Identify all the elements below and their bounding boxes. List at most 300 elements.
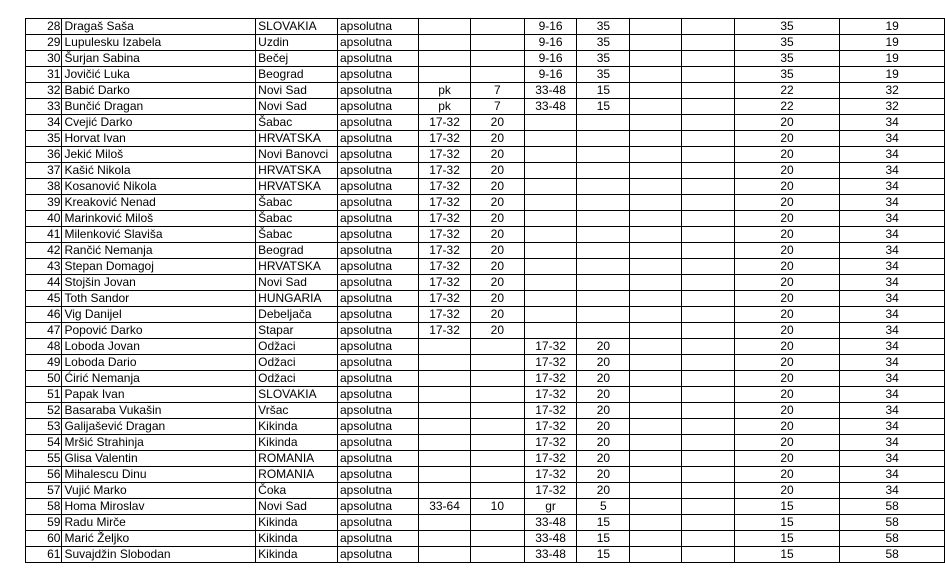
table-row <box>26 307 945 323</box>
table-row <box>26 403 945 419</box>
rank-cell: 52 <box>26 403 62 419</box>
points1-cell: 20 <box>470 147 524 163</box>
total-cell: 22 <box>734 83 840 99</box>
name-cell: Marić Željko <box>62 531 256 547</box>
points2-cell: 20 <box>577 483 630 499</box>
points2-cell: 35 <box>577 35 630 51</box>
points3-cell <box>682 387 735 403</box>
points2-cell: 15 <box>577 515 630 531</box>
points1-cell: 20 <box>470 179 524 195</box>
total-cell: 35 <box>734 35 840 51</box>
table-row <box>26 19 945 35</box>
round1-cell: 17-32 <box>419 227 471 243</box>
points2-cell: 20 <box>577 467 630 483</box>
round3-cell <box>630 451 682 467</box>
points1-cell: 20 <box>470 163 524 179</box>
round1-cell <box>419 371 471 387</box>
points2-cell: 20 <box>577 435 630 451</box>
name-cell: Suvajdžin Slobodan <box>62 547 256 563</box>
points3-cell <box>682 531 735 547</box>
total-cell: 15 <box>734 515 840 531</box>
position-cell: 34 <box>840 483 945 499</box>
round1-cell: 17-32 <box>419 115 471 131</box>
place-cell: Šabac <box>256 195 338 211</box>
points2-cell <box>577 323 630 339</box>
points2-cell: 20 <box>577 355 630 371</box>
category-cell: apsolutna <box>337 387 418 403</box>
round3-cell <box>630 339 682 355</box>
rank-cell: 44 <box>26 275 62 291</box>
table-row <box>26 179 945 195</box>
table-row <box>26 67 945 83</box>
round3-cell <box>630 243 682 259</box>
round1-cell: 17-32 <box>419 211 471 227</box>
rank-cell: 33 <box>26 99 62 115</box>
round3-cell <box>630 83 682 99</box>
points3-cell <box>682 451 735 467</box>
category-cell: apsolutna <box>337 435 418 451</box>
points3-cell <box>682 307 735 323</box>
round3-cell <box>630 19 682 35</box>
round2-cell <box>524 243 577 259</box>
total-cell: 20 <box>734 275 840 291</box>
total-cell: 22 <box>734 99 840 115</box>
name-cell: Toth Sandor <box>62 291 256 307</box>
category-cell: apsolutna <box>337 323 418 339</box>
points3-cell <box>682 131 735 147</box>
points1-cell <box>470 35 524 51</box>
round1-cell: 17-32 <box>419 307 471 323</box>
name-cell: Homa Miroslav <box>62 499 256 515</box>
category-cell: apsolutna <box>337 403 418 419</box>
name-cell: Bunčić Dragan <box>62 99 256 115</box>
position-cell: 34 <box>840 467 945 483</box>
place-cell: Beograd <box>256 243 338 259</box>
name-cell: Cvejić Darko <box>62 115 256 131</box>
round2-cell: 17-32 <box>524 403 577 419</box>
category-cell: apsolutna <box>337 467 418 483</box>
category-cell: apsolutna <box>337 211 418 227</box>
round3-cell <box>630 179 682 195</box>
round3-cell <box>630 115 682 131</box>
table-row <box>26 211 945 227</box>
round1-cell: 17-32 <box>419 243 471 259</box>
category-cell: apsolutna <box>337 67 418 83</box>
position-cell: 34 <box>840 179 945 195</box>
category-cell: apsolutna <box>337 451 418 467</box>
table-row <box>26 163 945 179</box>
name-cell: Jovičić Luka <box>62 67 256 83</box>
points1-cell: 20 <box>470 275 524 291</box>
table-row <box>26 451 945 467</box>
points3-cell <box>682 403 735 419</box>
table-row <box>26 371 945 387</box>
points3-cell <box>682 179 735 195</box>
round1-cell <box>419 51 471 67</box>
position-cell: 34 <box>840 131 945 147</box>
round1-cell <box>419 35 471 51</box>
round3-cell <box>630 483 682 499</box>
total-cell: 15 <box>734 547 840 563</box>
rank-cell: 51 <box>26 387 62 403</box>
round1-cell: pk <box>419 83 471 99</box>
position-cell: 19 <box>840 19 945 35</box>
place-cell: Debeljača <box>256 307 338 323</box>
round1-cell <box>419 515 471 531</box>
round1-cell <box>419 387 471 403</box>
category-cell: apsolutna <box>337 291 418 307</box>
rank-cell: 46 <box>26 307 62 323</box>
round3-cell <box>630 403 682 419</box>
position-cell: 34 <box>840 115 945 131</box>
position-cell: 32 <box>840 99 945 115</box>
points3-cell <box>682 371 735 387</box>
round3-cell <box>630 227 682 243</box>
rank-cell: 48 <box>26 339 62 355</box>
total-cell: 20 <box>734 131 840 147</box>
name-cell: Šurjan Sabina <box>62 51 256 67</box>
category-cell: apsolutna <box>337 371 418 387</box>
name-cell: Rančić Nemanja <box>62 243 256 259</box>
place-cell: Kikinda <box>256 547 338 563</box>
round3-cell <box>630 35 682 51</box>
table-row <box>26 355 945 371</box>
points2-cell <box>577 211 630 227</box>
name-cell: Ćirić Nemanja <box>62 371 256 387</box>
category-cell: apsolutna <box>337 35 418 51</box>
category-cell: apsolutna <box>337 147 418 163</box>
category-cell: apsolutna <box>337 19 418 35</box>
total-cell: 20 <box>734 355 840 371</box>
points3-cell <box>682 515 735 531</box>
points1-cell: 20 <box>470 243 524 259</box>
points1-cell: 20 <box>470 115 524 131</box>
round3-cell <box>630 51 682 67</box>
points3-cell <box>682 355 735 371</box>
points2-cell: 20 <box>577 387 630 403</box>
total-cell: 20 <box>734 435 840 451</box>
table-row <box>26 35 945 51</box>
place-cell: Novi Sad <box>256 99 338 115</box>
table-row <box>26 99 945 115</box>
table-row <box>26 291 945 307</box>
category-cell: apsolutna <box>337 307 418 323</box>
position-cell: 34 <box>840 147 945 163</box>
points2-cell <box>577 259 630 275</box>
name-cell: Vig Danijel <box>62 307 256 323</box>
table-row <box>26 499 945 515</box>
points1-cell: 10 <box>470 499 524 515</box>
round2-cell: 9-16 <box>524 67 577 83</box>
points2-cell <box>577 179 630 195</box>
total-cell: 20 <box>734 291 840 307</box>
round1-cell <box>419 531 471 547</box>
category-cell: apsolutna <box>337 195 418 211</box>
round2-cell: 33-48 <box>524 99 577 115</box>
points3-cell <box>682 163 735 179</box>
category-cell: apsolutna <box>337 243 418 259</box>
round2-cell: 9-16 <box>524 35 577 51</box>
points1-cell: 20 <box>470 195 524 211</box>
round1-cell <box>419 547 471 563</box>
round1-cell <box>419 483 471 499</box>
table-row <box>26 115 945 131</box>
points1-cell <box>470 419 524 435</box>
round3-cell <box>630 435 682 451</box>
position-cell: 58 <box>840 499 945 515</box>
place-cell: Vršac <box>256 403 338 419</box>
place-cell: Šabac <box>256 227 338 243</box>
points1-cell: 20 <box>470 227 524 243</box>
position-cell: 34 <box>840 211 945 227</box>
round2-cell <box>524 147 577 163</box>
table-row <box>26 147 945 163</box>
table-row <box>26 547 945 563</box>
points2-cell: 20 <box>577 403 630 419</box>
round3-cell <box>630 259 682 275</box>
points2-cell: 15 <box>577 99 630 115</box>
rank-cell: 49 <box>26 355 62 371</box>
name-cell: Stojšin Jovan <box>62 275 256 291</box>
points2-cell: 15 <box>577 531 630 547</box>
total-cell: 15 <box>734 531 840 547</box>
points2-cell <box>577 163 630 179</box>
table-row <box>26 275 945 291</box>
position-cell: 58 <box>840 515 945 531</box>
points1-cell <box>470 531 524 547</box>
place-cell: Kikinda <box>256 419 338 435</box>
position-cell: 34 <box>840 307 945 323</box>
points2-cell <box>577 147 630 163</box>
points2-cell: 35 <box>577 19 630 35</box>
points1-cell <box>470 515 524 531</box>
round2-cell: 33-48 <box>524 83 577 99</box>
points3-cell <box>682 323 735 339</box>
points2-cell: 15 <box>577 547 630 563</box>
total-cell: 20 <box>734 243 840 259</box>
round2-cell <box>524 163 577 179</box>
round2-cell <box>524 195 577 211</box>
total-cell: 20 <box>734 483 840 499</box>
table-row <box>26 419 945 435</box>
rank-cell: 30 <box>26 51 62 67</box>
place-cell: Beograd <box>256 67 338 83</box>
round1-cell <box>419 403 471 419</box>
place-cell: Stapar <box>256 323 338 339</box>
points1-cell <box>470 467 524 483</box>
total-cell: 20 <box>734 467 840 483</box>
points1-cell: 7 <box>470 99 524 115</box>
points3-cell <box>682 291 735 307</box>
rank-cell: 34 <box>26 115 62 131</box>
round3-cell <box>630 275 682 291</box>
points1-cell: 20 <box>470 291 524 307</box>
position-cell: 19 <box>840 67 945 83</box>
position-cell: 34 <box>840 163 945 179</box>
round2-cell <box>524 131 577 147</box>
name-cell: Popović Darko <box>62 323 256 339</box>
total-cell: 20 <box>734 163 840 179</box>
category-cell: apsolutna <box>337 531 418 547</box>
table-row <box>26 323 945 339</box>
place-cell: Šabac <box>256 115 338 131</box>
round2-cell: 17-32 <box>524 419 577 435</box>
round1-cell <box>419 355 471 371</box>
place-cell: HRVATSKA <box>256 131 338 147</box>
round1-cell: 17-32 <box>419 275 471 291</box>
round2-cell <box>524 275 577 291</box>
position-cell: 58 <box>840 531 945 547</box>
table-row <box>26 259 945 275</box>
points1-cell: 20 <box>470 323 524 339</box>
round1-cell: 17-32 <box>419 291 471 307</box>
round2-cell: 9-16 <box>524 19 577 35</box>
rank-cell: 36 <box>26 147 62 163</box>
round3-cell <box>630 99 682 115</box>
category-cell: apsolutna <box>337 483 418 499</box>
round2-cell: 17-32 <box>524 371 577 387</box>
total-cell: 20 <box>734 323 840 339</box>
rank-cell: 39 <box>26 195 62 211</box>
place-cell: Odžaci <box>256 355 338 371</box>
place-cell: Bečej <box>256 51 338 67</box>
table-row <box>26 243 945 259</box>
place-cell: HUNGARIA <box>256 291 338 307</box>
points2-cell <box>577 131 630 147</box>
place-cell: ROMANIA <box>256 451 338 467</box>
category-cell: apsolutna <box>337 259 418 275</box>
points1-cell <box>470 387 524 403</box>
name-cell: Babić Darko <box>62 83 256 99</box>
points3-cell <box>682 115 735 131</box>
round1-cell: 17-32 <box>419 147 471 163</box>
category-cell: apsolutna <box>337 51 418 67</box>
round3-cell <box>630 531 682 547</box>
points1-cell: 20 <box>470 131 524 147</box>
rank-cell: 37 <box>26 163 62 179</box>
name-cell: Basaraba Vukašin <box>62 403 256 419</box>
points2-cell <box>577 195 630 211</box>
points3-cell <box>682 83 735 99</box>
rank-cell: 32 <box>26 83 62 99</box>
points3-cell <box>682 99 735 115</box>
round2-cell: 9-16 <box>524 51 577 67</box>
round1-cell: 17-32 <box>419 323 471 339</box>
position-cell: 34 <box>840 259 945 275</box>
round2-cell <box>524 307 577 323</box>
name-cell: Loboda Jovan <box>62 339 256 355</box>
total-cell: 35 <box>734 51 840 67</box>
rank-cell: 43 <box>26 259 62 275</box>
position-cell: 34 <box>840 355 945 371</box>
position-cell: 34 <box>840 323 945 339</box>
rank-cell: 31 <box>26 67 62 83</box>
category-cell: apsolutna <box>337 115 418 131</box>
points3-cell <box>682 339 735 355</box>
rank-cell: 28 <box>26 19 62 35</box>
round2-cell <box>524 115 577 131</box>
rank-cell: 54 <box>26 435 62 451</box>
round2-cell: 33-48 <box>524 547 577 563</box>
table-row <box>26 339 945 355</box>
table-row <box>26 227 945 243</box>
points2-cell <box>577 115 630 131</box>
place-cell: Čoka <box>256 483 338 499</box>
round1-cell <box>419 467 471 483</box>
round2-cell: gr <box>524 499 577 515</box>
round1-cell <box>419 435 471 451</box>
rank-cell: 58 <box>26 499 62 515</box>
round3-cell <box>630 307 682 323</box>
position-cell: 34 <box>840 195 945 211</box>
rank-cell: 35 <box>26 131 62 147</box>
rank-cell: 60 <box>26 531 62 547</box>
round2-cell: 33-48 <box>524 531 577 547</box>
points3-cell <box>682 435 735 451</box>
round2-cell <box>524 291 577 307</box>
place-cell: Kikinda <box>256 531 338 547</box>
position-cell: 34 <box>840 243 945 259</box>
round3-cell <box>630 467 682 483</box>
points1-cell <box>470 483 524 499</box>
round2-cell: 17-32 <box>524 483 577 499</box>
rank-cell: 40 <box>26 211 62 227</box>
table-row <box>26 51 945 67</box>
points3-cell <box>682 547 735 563</box>
points1-cell <box>470 547 524 563</box>
category-cell: apsolutna <box>337 99 418 115</box>
total-cell: 20 <box>734 419 840 435</box>
points2-cell: 20 <box>577 339 630 355</box>
total-cell: 20 <box>734 147 840 163</box>
round1-cell: pk <box>419 99 471 115</box>
total-cell: 15 <box>734 499 840 515</box>
points2-cell: 5 <box>577 499 630 515</box>
rank-cell: 61 <box>26 547 62 563</box>
points1-cell <box>470 371 524 387</box>
round1-cell: 17-32 <box>419 163 471 179</box>
table-row <box>26 83 945 99</box>
place-cell: Odžaci <box>256 339 338 355</box>
name-cell: Jekić Miloš <box>62 147 256 163</box>
place-cell: ROMANIA <box>256 467 338 483</box>
name-cell: Glisa Valentin <box>62 451 256 467</box>
points3-cell <box>682 243 735 259</box>
name-cell: Horvat Ivan <box>62 131 256 147</box>
points3-cell <box>682 51 735 67</box>
place-cell: SLOVAKIA <box>256 387 338 403</box>
category-cell: apsolutna <box>337 227 418 243</box>
category-cell: apsolutna <box>337 131 418 147</box>
round2-cell: 17-32 <box>524 435 577 451</box>
round3-cell <box>630 211 682 227</box>
place-cell: Novi Sad <box>256 275 338 291</box>
category-cell: apsolutna <box>337 339 418 355</box>
rank-cell: 57 <box>26 483 62 499</box>
points1-cell <box>470 355 524 371</box>
rank-cell: 56 <box>26 467 62 483</box>
position-cell: 19 <box>840 35 945 51</box>
round1-cell <box>419 67 471 83</box>
name-cell: Kašić Nikola <box>62 163 256 179</box>
position-cell: 34 <box>840 387 945 403</box>
points2-cell <box>577 307 630 323</box>
points1-cell <box>470 339 524 355</box>
position-cell: 34 <box>840 371 945 387</box>
total-cell: 20 <box>734 451 840 467</box>
round2-cell <box>524 179 577 195</box>
table-row <box>26 387 945 403</box>
